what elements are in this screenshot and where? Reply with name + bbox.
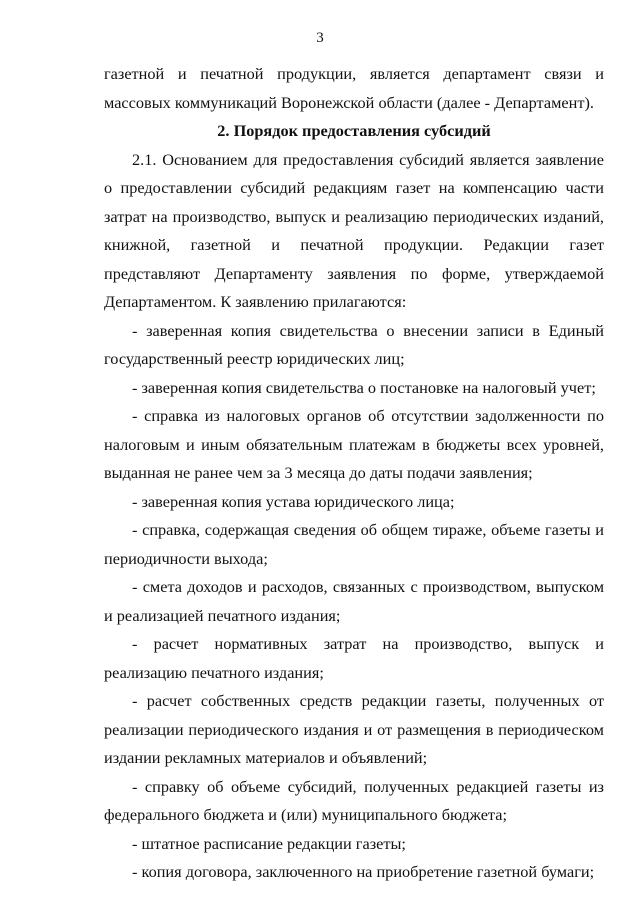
list-item: - расчет собственных средств редакции газеты, полученных от реализации периодического издания и от размещения в периодическом издании рекламных материалов и объявлений; <box>104 691 604 767</box>
document-body <box>104 60 604 887</box>
section-heading: 2. Порядок предоставления субсидий <box>217 121 491 140</box>
list-item: - копия договора, заключенного на приобретение газетной бумаги; <box>132 862 595 881</box>
list-item: - справка, содержащая сведения об общем тираже, объеме газеты и периодичности выхода; <box>104 520 604 568</box>
list-item: - заверенная копия устава юридического лица; <box>132 491 455 511</box>
list-item: - заверенная копия свидетельства о внесении записи в Единый государственный реестр юридических лиц; <box>104 320 604 368</box>
clause-2-1: 2.1. Основанием для предоставления субсидий является заявление о предоставлении субсидий редакциям газет на компенсацию части затрат на производство, выпуск и реализацию периодических изданий, книжной, газетной и печатной продукции. Редакции газет представляют Департаменту заявления по форме, утверждаемой Департаментом. К заявлению прилагаются: <box>104 149 604 311</box>
list-item: - штатное расписание редакции газеты; <box>132 833 406 853</box>
page-number: 3 <box>316 30 324 46</box>
list-item: - справку об объеме субсидий, полученных редакцией газеты из федерального бюджета и (или) муниципального бюджета; <box>104 776 604 824</box>
list-item: - заверенная копия свидетельства о постановке на налоговый учет; <box>132 377 596 397</box>
intro-paragraph: газетной и печатной продукции, является департамент связи и массовых коммуникаций Воронежской области (далее - Департамент). <box>104 64 604 112</box>
list-item: - справка из налоговых органов об отсутствии задолженности по налоговым и иным обязательным платежам в бюджеты всех уровней, выданная не ранее чем за 3 месяца до даты подачи заявления; <box>104 406 604 482</box>
list-item: - смета доходов и расходов, связанных с производством, выпуском и реализацией печатного издания; <box>104 577 604 625</box>
list-item: - расчет нормативных затрат на производство, выпуск и реализацию печатного издания; <box>104 634 604 682</box>
